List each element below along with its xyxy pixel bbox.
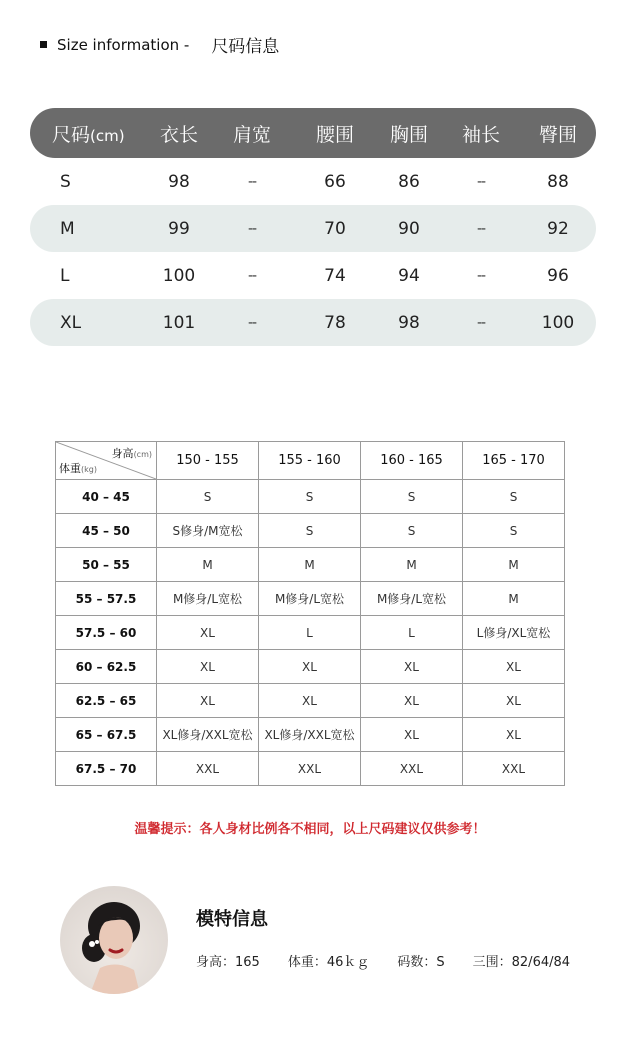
height-col-2: 155 - 160 (259, 442, 361, 480)
fit-row (56, 752, 565, 786)
heading-chinese: 尺码信息 (211, 37, 280, 57)
fit-cell: XXL (463, 752, 565, 786)
fit-cell: S (361, 514, 463, 548)
fit-cell: M修身/L宽松 (361, 582, 463, 616)
fit-cell: L修身/XL宽松 (463, 616, 565, 650)
header-shoulder: 肩宽 (232, 123, 271, 146)
model-stats (196, 951, 570, 970)
size-cell-length: 98 (168, 171, 190, 192)
fit-cell: M (463, 548, 565, 582)
heading-english: Size information - (57, 35, 190, 54)
fit-row (56, 514, 565, 548)
model-height: 身高：165 (196, 955, 260, 970)
size-table-header (30, 108, 596, 158)
fit-row (56, 616, 565, 650)
corner-weight-label: 体重(kg) (59, 462, 97, 475)
fit-cell: S (259, 480, 361, 514)
size-cell-chest: 86 (398, 171, 420, 192)
size-cell-shoulder: -- (247, 314, 257, 331)
size-cell-length: 99 (168, 218, 190, 239)
fit-cell: S (463, 514, 565, 548)
square-bullet-icon (40, 41, 47, 48)
size-cell-size-label: L (60, 265, 70, 286)
size-cell-chest: 90 (398, 218, 420, 239)
size-cell-length: 101 (162, 312, 196, 333)
fit-cell: S (157, 480, 259, 514)
fit-row (56, 650, 565, 684)
header-sleeve: 袖长 (461, 123, 500, 146)
size-cell-hip: 96 (547, 265, 569, 286)
size-cell-hip: 100 (541, 312, 575, 333)
weight-range: 55 – 57.5 (56, 582, 157, 616)
fit-cell: XL (157, 684, 259, 718)
tip-text: 温馨提示：各人身材比例各不相同，以上尺码建议仅供参考！ (134, 822, 486, 837)
size-cell-size-label: M (60, 218, 75, 239)
weight-range: 40 – 45 (56, 480, 157, 514)
size-cell-sleeve: -- (476, 314, 486, 331)
size-cell-shoulder: -- (247, 173, 257, 190)
fit-cell: S (259, 514, 361, 548)
fit-cell: M (157, 548, 259, 582)
weight-range: 67.5 – 70 (56, 752, 157, 786)
fit-cell: XL (361, 650, 463, 684)
fit-cell: XXL (361, 752, 463, 786)
model-size: 码数：S (397, 955, 445, 970)
fit-cell: XXL (259, 752, 361, 786)
size-row (30, 205, 596, 252)
fit-cell: L (361, 616, 463, 650)
fit-cell: S (463, 480, 565, 514)
size-cell-waist: 74 (324, 265, 346, 286)
fit-cell: S (361, 480, 463, 514)
size-row (30, 299, 596, 346)
size-row (30, 252, 596, 299)
fit-cell: XXL (157, 752, 259, 786)
header-size: 尺码(cm) (52, 123, 125, 146)
size-cell-shoulder: -- (247, 220, 257, 237)
size-cell-sleeve: -- (476, 220, 486, 237)
fit-cell: M (361, 548, 463, 582)
size-cell-chest: 98 (398, 312, 420, 333)
section-heading (40, 32, 279, 57)
size-cell-waist: 66 (324, 171, 346, 192)
fit-cell: XL (259, 650, 361, 684)
size-table (30, 108, 596, 346)
fit-cell: XL修身/XXL宽松 (157, 718, 259, 752)
fit-row (56, 582, 565, 616)
fit-cell: XL (157, 650, 259, 684)
fit-row (56, 718, 565, 752)
fit-cell: XL (361, 718, 463, 752)
fit-row (56, 480, 565, 514)
corner-height-label: 身高(cm) (111, 447, 152, 460)
model-weight: 体重：46ｋｇ (287, 955, 370, 970)
height-col-1: 150 - 155 (157, 442, 259, 480)
size-cell-size-label: XL (60, 312, 82, 333)
fit-cell: L (259, 616, 361, 650)
fit-recommendation-table (55, 441, 565, 786)
size-row (30, 158, 596, 205)
size-cell-waist: 70 (324, 218, 346, 239)
size-cell-shoulder: -- (247, 267, 257, 284)
fit-cell: XL (463, 684, 565, 718)
fit-cell: XL修身/XXL宽松 (259, 718, 361, 752)
size-cell-waist: 78 (324, 312, 346, 333)
model-avatar (60, 886, 168, 994)
weight-range: 65 – 67.5 (56, 718, 157, 752)
fit-cell: XL (157, 616, 259, 650)
fit-cell: XL (463, 718, 565, 752)
fit-cell: M (259, 548, 361, 582)
fit-cell: XL (463, 650, 565, 684)
weight-range: 50 – 55 (56, 548, 157, 582)
fit-row (56, 684, 565, 718)
header-chest: 胸围 (389, 123, 428, 146)
fit-cell: M (463, 582, 565, 616)
height-col-4: 165 - 170 (463, 442, 565, 480)
weight-range: 60 – 62.5 (56, 650, 157, 684)
weight-range: 45 – 50 (56, 514, 157, 548)
weight-range: 57.5 – 60 (56, 616, 157, 650)
header-hip: 臀围 (538, 123, 577, 146)
fit-cell: M修身/L宽松 (259, 582, 361, 616)
height-col-3: 160 - 165 (361, 442, 463, 480)
size-cell-chest: 94 (398, 265, 420, 286)
fit-cell: M修身/L宽松 (157, 582, 259, 616)
size-cell-hip: 88 (547, 171, 569, 192)
model-measurements: 三围：82/64/84 (472, 955, 571, 970)
fit-row (56, 548, 565, 582)
size-cell-sleeve: -- (476, 267, 486, 284)
header-waist: 腰围 (315, 123, 354, 146)
model-info-title: 模特信息 (196, 909, 268, 930)
model-portrait-icon (60, 886, 168, 994)
fit-cell: XL (361, 684, 463, 718)
header-length: 衣长 (159, 123, 198, 146)
fit-cell: XL (259, 684, 361, 718)
size-cell-length: 100 (162, 265, 196, 286)
size-cell-hip: 92 (547, 218, 569, 239)
size-cell-size-label: S (60, 171, 71, 192)
fit-cell: S修身/M宽松 (157, 514, 259, 548)
size-cell-sleeve: -- (476, 173, 486, 190)
fit-table-corner (56, 442, 157, 480)
weight-range: 62.5 – 65 (56, 684, 157, 718)
